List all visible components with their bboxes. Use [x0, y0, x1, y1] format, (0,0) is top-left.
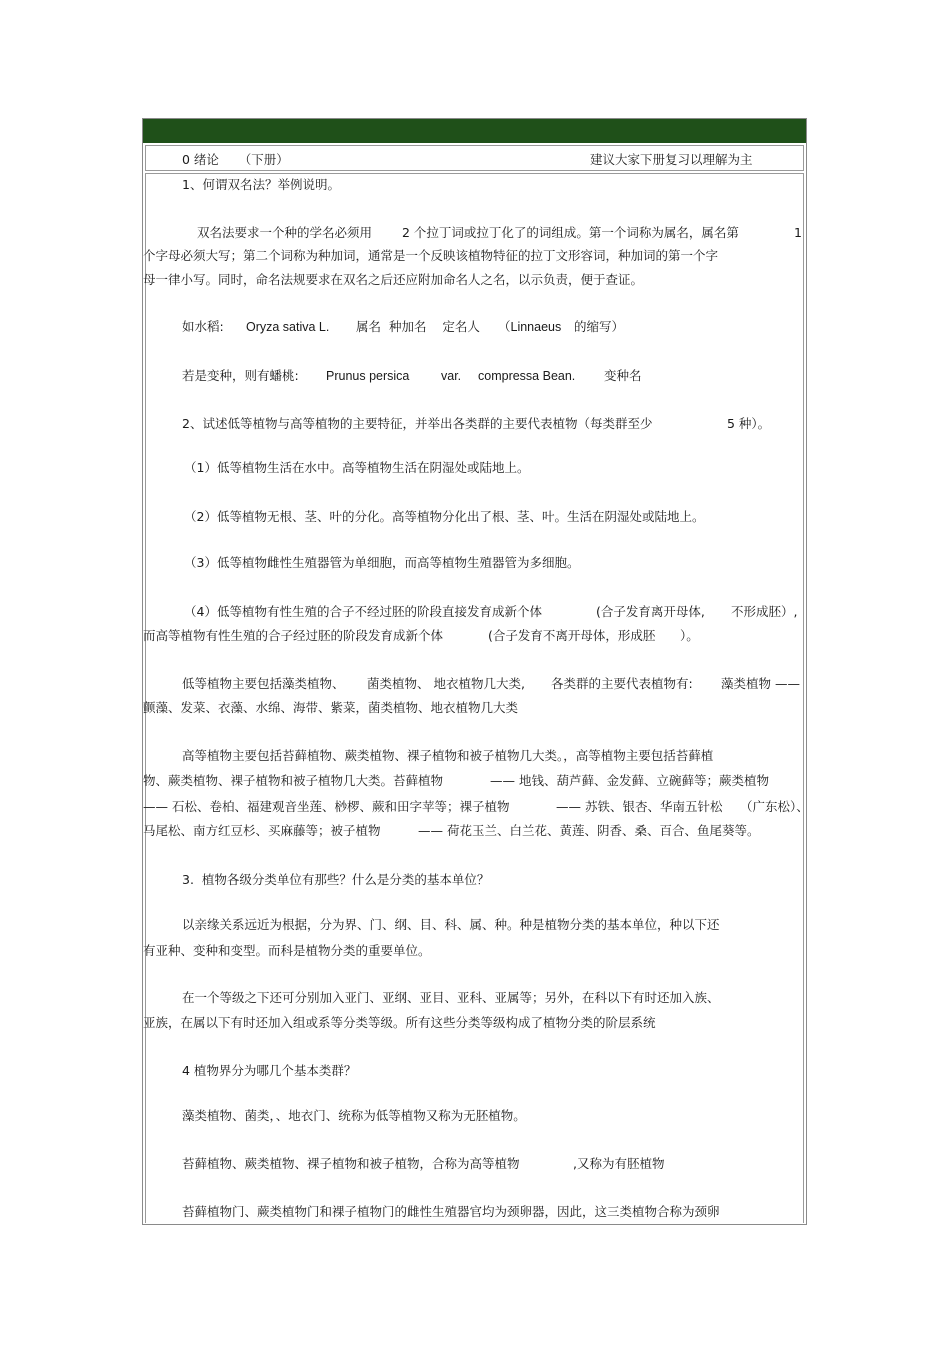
section-header: [145, 145, 804, 171]
question-2: 2、试述低等植物与高等植物的主要特征，并举出各类群的主要代表植物（每类群至少: [182, 416, 653, 431]
answer-line: 亚族，在属以下有时还加入组或系等分类等级。所有这些分类等级构成了植物分类的阶层系统: [143, 1015, 656, 1030]
answer-line: 物、蕨类植物、裸子植物和被子植物几大类。苔藓植物: [143, 773, 444, 788]
study-note: 建议大家下册复习以理解为主: [590, 152, 753, 167]
paragraph-line: 个字母必须大写；第二个词称为种加词，通常是一个反映该植物特征的拉丁文形容词，种加词的第一个字: [143, 248, 719, 263]
answer-line: 以亲缘关系远近为根据，分为界、门、纲、目、科、属、种。种是植物分类的基本单位，种以下还: [182, 917, 720, 932]
answer-line: 低等植物主要包括藻类植物、: [182, 676, 345, 691]
question-3: 3. 植物各级分类单位有那些？什么是分类的基本单位？: [182, 872, 490, 887]
paragraph-line: 母一律小写。同时，命名法规要求在双名之后还应附加命名人之名，以示负责，便于查证。: [143, 272, 644, 287]
question-4: 4 植物界分为哪几个基本类群？: [182, 1063, 357, 1078]
answer-line: ,又称为有胚植物: [573, 1156, 665, 1171]
example-note: 变种名: [604, 368, 642, 383]
latin-name: compressa Bean.: [478, 369, 576, 383]
example-label: 若是变种，则有蟠桃:: [182, 368, 299, 383]
answer-line: 藻类植物、菌类，、地衣门、统称为低等植物又称为无胚植物。: [182, 1108, 526, 1123]
answer-line: (合子发育离开母体,: [596, 604, 705, 619]
answer-line: （广东松）、: [740, 799, 809, 814]
answer-line: 在一个等级之下还可分别加入亚门、亚纲、亚目、亚科、亚属等；另外，在科以下有时还加入族、: [182, 990, 720, 1005]
answer-line: 苔藓植物门、蕨类植物门和裸子植物门的雌性生殖器官均为颈卵器，因此，这三类植物合称为颈卵: [182, 1204, 720, 1219]
answer-line: 有亚种、变种和变型。而科是植物分类的重要单位。: [143, 943, 431, 958]
author-name: （Linnaeus: [498, 320, 562, 334]
latin-name: Oryza sativa L.: [246, 320, 330, 334]
question-1: 1、何谓双名法？举例说明。: [182, 177, 340, 192]
title-bar: [143, 119, 806, 143]
answer-line: 不形成胚）,: [731, 604, 798, 619]
answer-line: （1）低等植物生活在水中。高等植物生活在阴湿处或陆地上。: [184, 460, 530, 475]
answer-line: —— 石松、卷柏、福建观音坐莲、桫椤、蕨和田字苹等；裸子植物: [143, 799, 510, 814]
example-note: 的缩写）: [574, 319, 625, 334]
example-label: 如水稻:: [182, 319, 224, 334]
answer-line: 高等植物主要包括苔藓植物、蕨类植物、裸子植物和被子植物几大类。，高等植物主要包括苔藓植: [182, 748, 714, 763]
answer-line: （3）低等植物雌性生殖器管为单细胞，而高等植物生殖器管为多细胞。: [184, 555, 580, 570]
answer-line: 苔藓植物、蕨类植物、裸子植物和被子植物，合称为高等植物: [182, 1156, 520, 1171]
latin-name: var.: [441, 369, 462, 383]
answer-line: —— 地钱、葫芦藓、金发藓、立碗藓等；蕨类植物: [490, 773, 769, 788]
answer-line: 而高等植物有性生殖的合子经过胚的阶段发育成新个体: [143, 628, 444, 643]
paragraph-line: 1: [794, 225, 802, 240]
answer-line: —— 苏铁、银杏、华南五针松: [556, 799, 723, 814]
paragraph-line: 2 个拉丁词或拉丁化了的词组成。第一个词称为属名，属名第: [402, 225, 739, 240]
answer-line: 藻类植物 ——: [721, 676, 800, 691]
answer-line: 菌类植物、 地衣植物几大类,: [367, 676, 525, 691]
answer-line: （4）低等植物有性生殖的合子不经过胚的阶段直接发育成新个体: [184, 604, 542, 619]
answer-line: ）。: [680, 628, 699, 643]
answer-line: （2）低等植物无根、茎、叶的分化。高等植物分化出了根、茎、叶。生活在阴湿处或陆地上。: [184, 509, 705, 524]
example-note: 属名 种加名 定名人: [356, 319, 480, 334]
paragraph-line: 双名法要求一个种的学名必须用: [197, 225, 373, 240]
answer-line: 颤藻、发菜、衣藻、水绵、海带、紫菜，菌类植物、地衣植物几大类: [143, 700, 519, 715]
answer-line: —— 荷花玉兰、白兰花、黄莲、阴香、桑、百合、鱼尾葵等。: [418, 823, 760, 838]
answer-line: 各类群的主要代表植物有:: [551, 676, 693, 691]
question-2: 5 种）。: [727, 416, 771, 431]
answer-line: 马尾松、南方红豆杉、买麻藤等；被子植物: [143, 823, 381, 838]
latin-name: Prunus persica: [326, 369, 410, 383]
answer-line: (合子发育不离开母体，形成胚: [488, 628, 656, 643]
chapter-title: 0 绪论 （下册）: [182, 152, 289, 167]
